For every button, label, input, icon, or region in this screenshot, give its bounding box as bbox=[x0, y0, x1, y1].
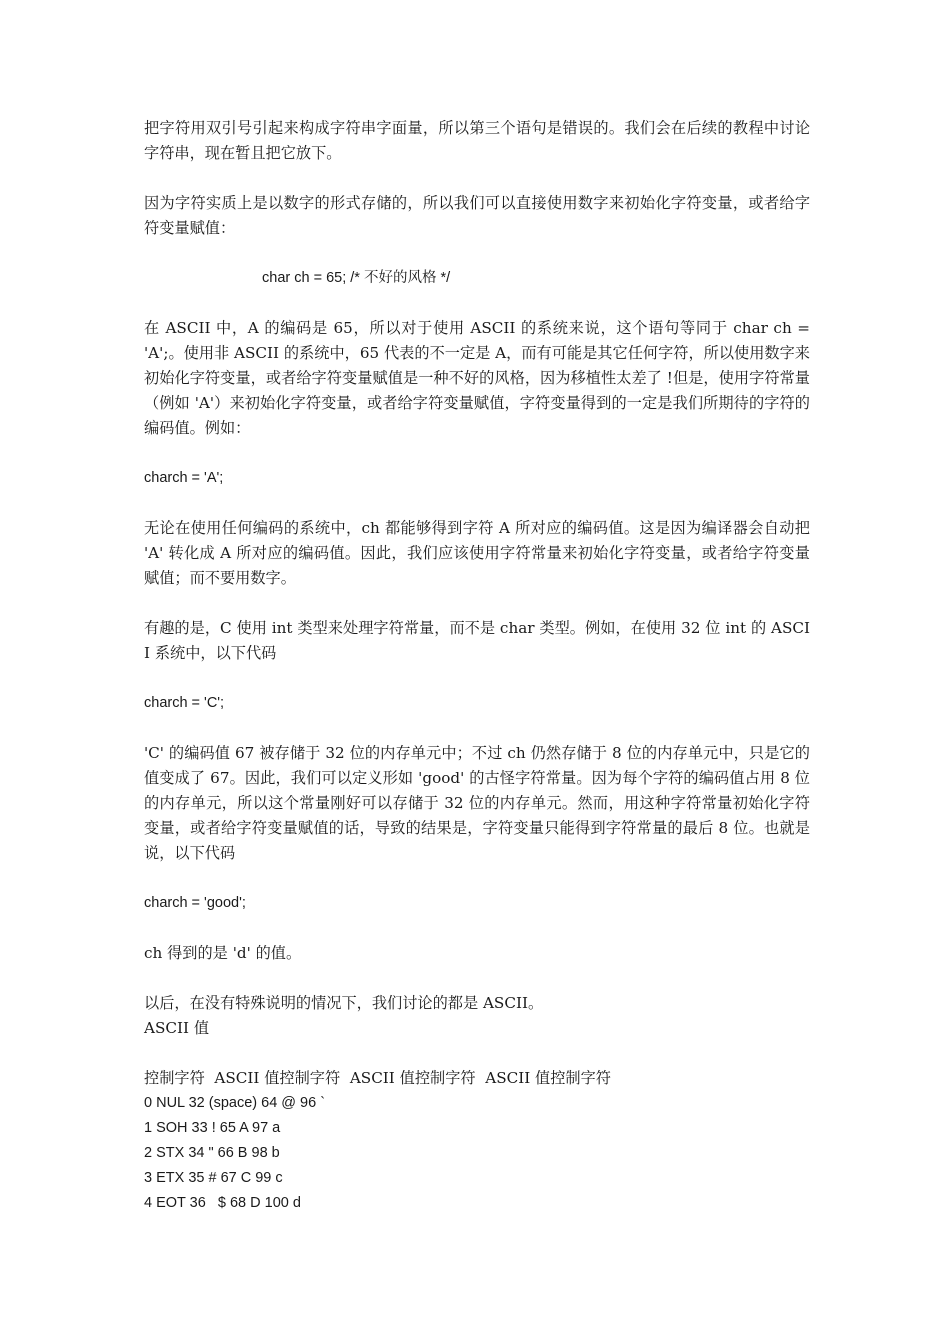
ascii-table-header: 控制字符 ASCII 值控制字符 ASCII 值控制字符 ASCII 值控制字符 bbox=[144, 1069, 611, 1087]
ascii-table-row: 2 STX 34 " 66 B 98 b bbox=[144, 1145, 280, 1161]
paragraph: 以后，在没有特殊说明的情况下，我们讨论的都是 ASCII。 bbox=[144, 994, 544, 1012]
paragraph: 把字符用双引号引起来构成字符串字面量，所以第三个语句是错误的。我们会在后续的教程中讨论字符串，现在暂且把它放下。 bbox=[144, 119, 810, 162]
ascii-table-row: 3 ETX 35 # 67 C 99 c bbox=[144, 1170, 283, 1186]
ascii-table-row: 4 EOT 36 $ 68 D 100 d bbox=[144, 1195, 301, 1211]
code-snippet: charch = 'A'; bbox=[144, 470, 224, 486]
paragraph: 在 ASCII 中，A 的编码是 65，所以对于使用 ASCII 的系统来说，这个语句等同于 char ch = 'A';。使用非 ASCII 的系统中，65 代表的不一定是 A，而有可能是其它任何字符，所以使用数字来初始化字符变量，或者给字符变量赋值是一种不好的风格，因为移植性太差了 !但是，使用字符常量（例如 'A'）来初始化字符变量，或者给字符变量赋值，字符变量得到的一定是我们所期待的字符的编码值。例如： bbox=[144, 319, 810, 437]
paragraph: 无论在使用任何编码的系统中，ch 都能够得到字符 A 所对应的编码值。这是因为编译器会自动把 'A' 转化成 A 所对应的编码值。因此，我们应该使用字符常量来初始化字符变量，或者给字符变量赋值；而不要用数字。 bbox=[144, 519, 810, 587]
code-snippet: char ch = 65; /* 不好的风格 */ bbox=[262, 270, 451, 286]
paragraph: 'C' 的编码值 67 被存储于 32 位的内存单元中；不过 ch 仍然存储于 8 位的内存单元中，只是它的值变成了 67。因此，我们可以定义形如 'good' 的古怪字符常量。因为每个字符的编码值占用 8 位的内存单元，所以这个常量刚好可以存储于 32 位的内存单元。然而，用这种字符常量初始化字符变量，或者给字符变量赋值的话，导致的结果是，字符变量只能得到字符常量的最后 8 位。也就是说，以下代码 bbox=[144, 744, 810, 862]
ascii-table bbox=[144, 1066, 810, 1216]
code-snippet: charch = 'good'; bbox=[144, 895, 246, 911]
paragraph: 因为字符实质上是以数字的形式存储的，所以我们可以直接使用数字来初始化字符变量，或者给字符变量赋值： bbox=[144, 194, 810, 237]
ascii-table-row: 0 NUL 32 (space) 64 @ 96 ` bbox=[144, 1095, 326, 1111]
code-snippet: charch = 'C'; bbox=[144, 695, 225, 711]
ascii-heading: ASCII 值 bbox=[144, 1019, 210, 1037]
paragraph: ch 得到的是 'd' 的值。 bbox=[144, 944, 302, 962]
paragraph: 有趣的是，C 使用 int 类型来处理字符常量，而不是 char 类型。例如，在使用 32 位 int 的 ASCII 系统中，以下代码 bbox=[144, 619, 810, 662]
document-body bbox=[144, 116, 810, 1216]
ascii-table-row: 1 SOH 33 ! 65 A 97 a bbox=[144, 1120, 281, 1136]
